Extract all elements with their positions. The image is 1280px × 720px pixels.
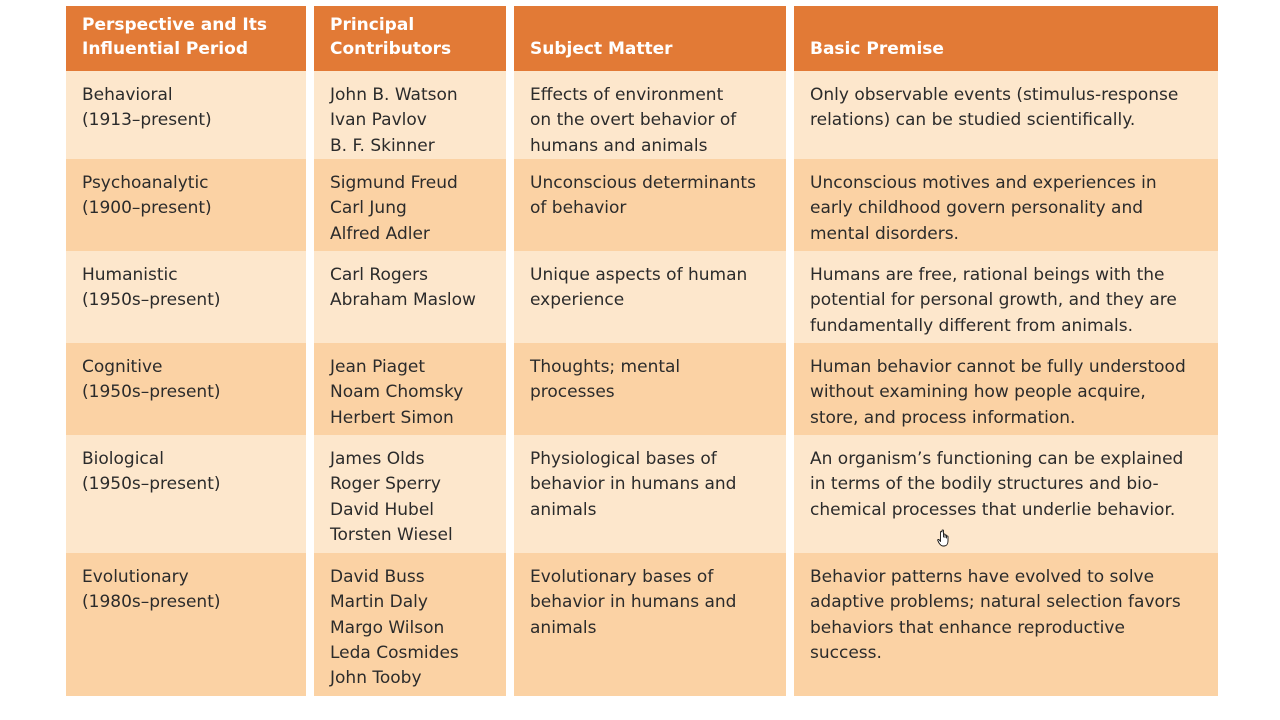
perspective-cell: Psychoanalytic (1900–present) xyxy=(66,159,306,251)
header-basic-premise: Basic Premise xyxy=(794,6,1218,71)
perspective-cell: Behavioral (1913–present) xyxy=(66,71,306,159)
header-perspective: Perspective and Its Influential Period xyxy=(66,6,306,71)
premise-cell: Unconscious motives and experiences in early childhood govern personality and mental disorders. xyxy=(794,159,1218,251)
perspective-cell: Cognitive (1950s–present) xyxy=(66,343,306,435)
premise-cell: Human behavior cannot be fully understood without examining how people acquire, store, and process information. xyxy=(794,343,1218,435)
subject-cell: Evolutionary bases of behavior in humans and animals xyxy=(514,553,786,696)
hand-cursor-icon xyxy=(937,529,951,547)
subject-cell: Physiological bases of behavior in humans and animals xyxy=(514,435,786,553)
contributors-cell: Sigmund Freud Carl Jung Alfred Adler xyxy=(314,159,506,251)
contributors-cell: John B. Watson Ivan Pavlov B. F. Skinner xyxy=(314,71,506,159)
perspective-cell: Biological (1950s–present) xyxy=(66,435,306,553)
premise-cell: An organism’s functioning can be explained in terms of the bodily structures and bio- chemical processes that underlie behavior. xyxy=(794,435,1218,553)
perspective-cell: Evolutionary (1980s–present) xyxy=(66,553,306,696)
contributors-cell: Jean Piaget Noam Chomsky Herbert Simon xyxy=(314,343,506,435)
premise-cell: Behavior patterns have evolved to solve adaptive problems; natural selection favors behaviors that enhance reproductive success. xyxy=(794,553,1218,696)
contributors-cell: James Olds Roger Sperry David Hubel Torsten Wiesel xyxy=(314,435,506,553)
subject-cell: Thoughts; mental processes xyxy=(514,343,786,435)
header-contributors: Principal Contributors xyxy=(314,6,506,71)
premise-cell: Only observable events (stimulus-response relations) can be studied scientifically. xyxy=(794,71,1218,159)
subject-cell: Unconscious determinants of behavior xyxy=(514,159,786,251)
header-subject-matter: Subject Matter xyxy=(514,6,786,71)
premise-cell: Humans are free, rational beings with the potential for personal growth, and they are fundamentally different from animals. xyxy=(794,251,1218,343)
perspectives-table xyxy=(66,6,1218,696)
subject-cell: Unique aspects of human experience xyxy=(514,251,786,343)
perspective-cell: Humanistic (1950s–present) xyxy=(66,251,306,343)
contributors-cell: David Buss Martin Daly Margo Wilson Leda Cosmides John Tooby xyxy=(314,553,506,696)
contributors-cell: Carl Rogers Abraham Maslow xyxy=(314,251,506,343)
subject-cell: Effects of environment on the overt behavior of humans and animals xyxy=(514,71,786,159)
